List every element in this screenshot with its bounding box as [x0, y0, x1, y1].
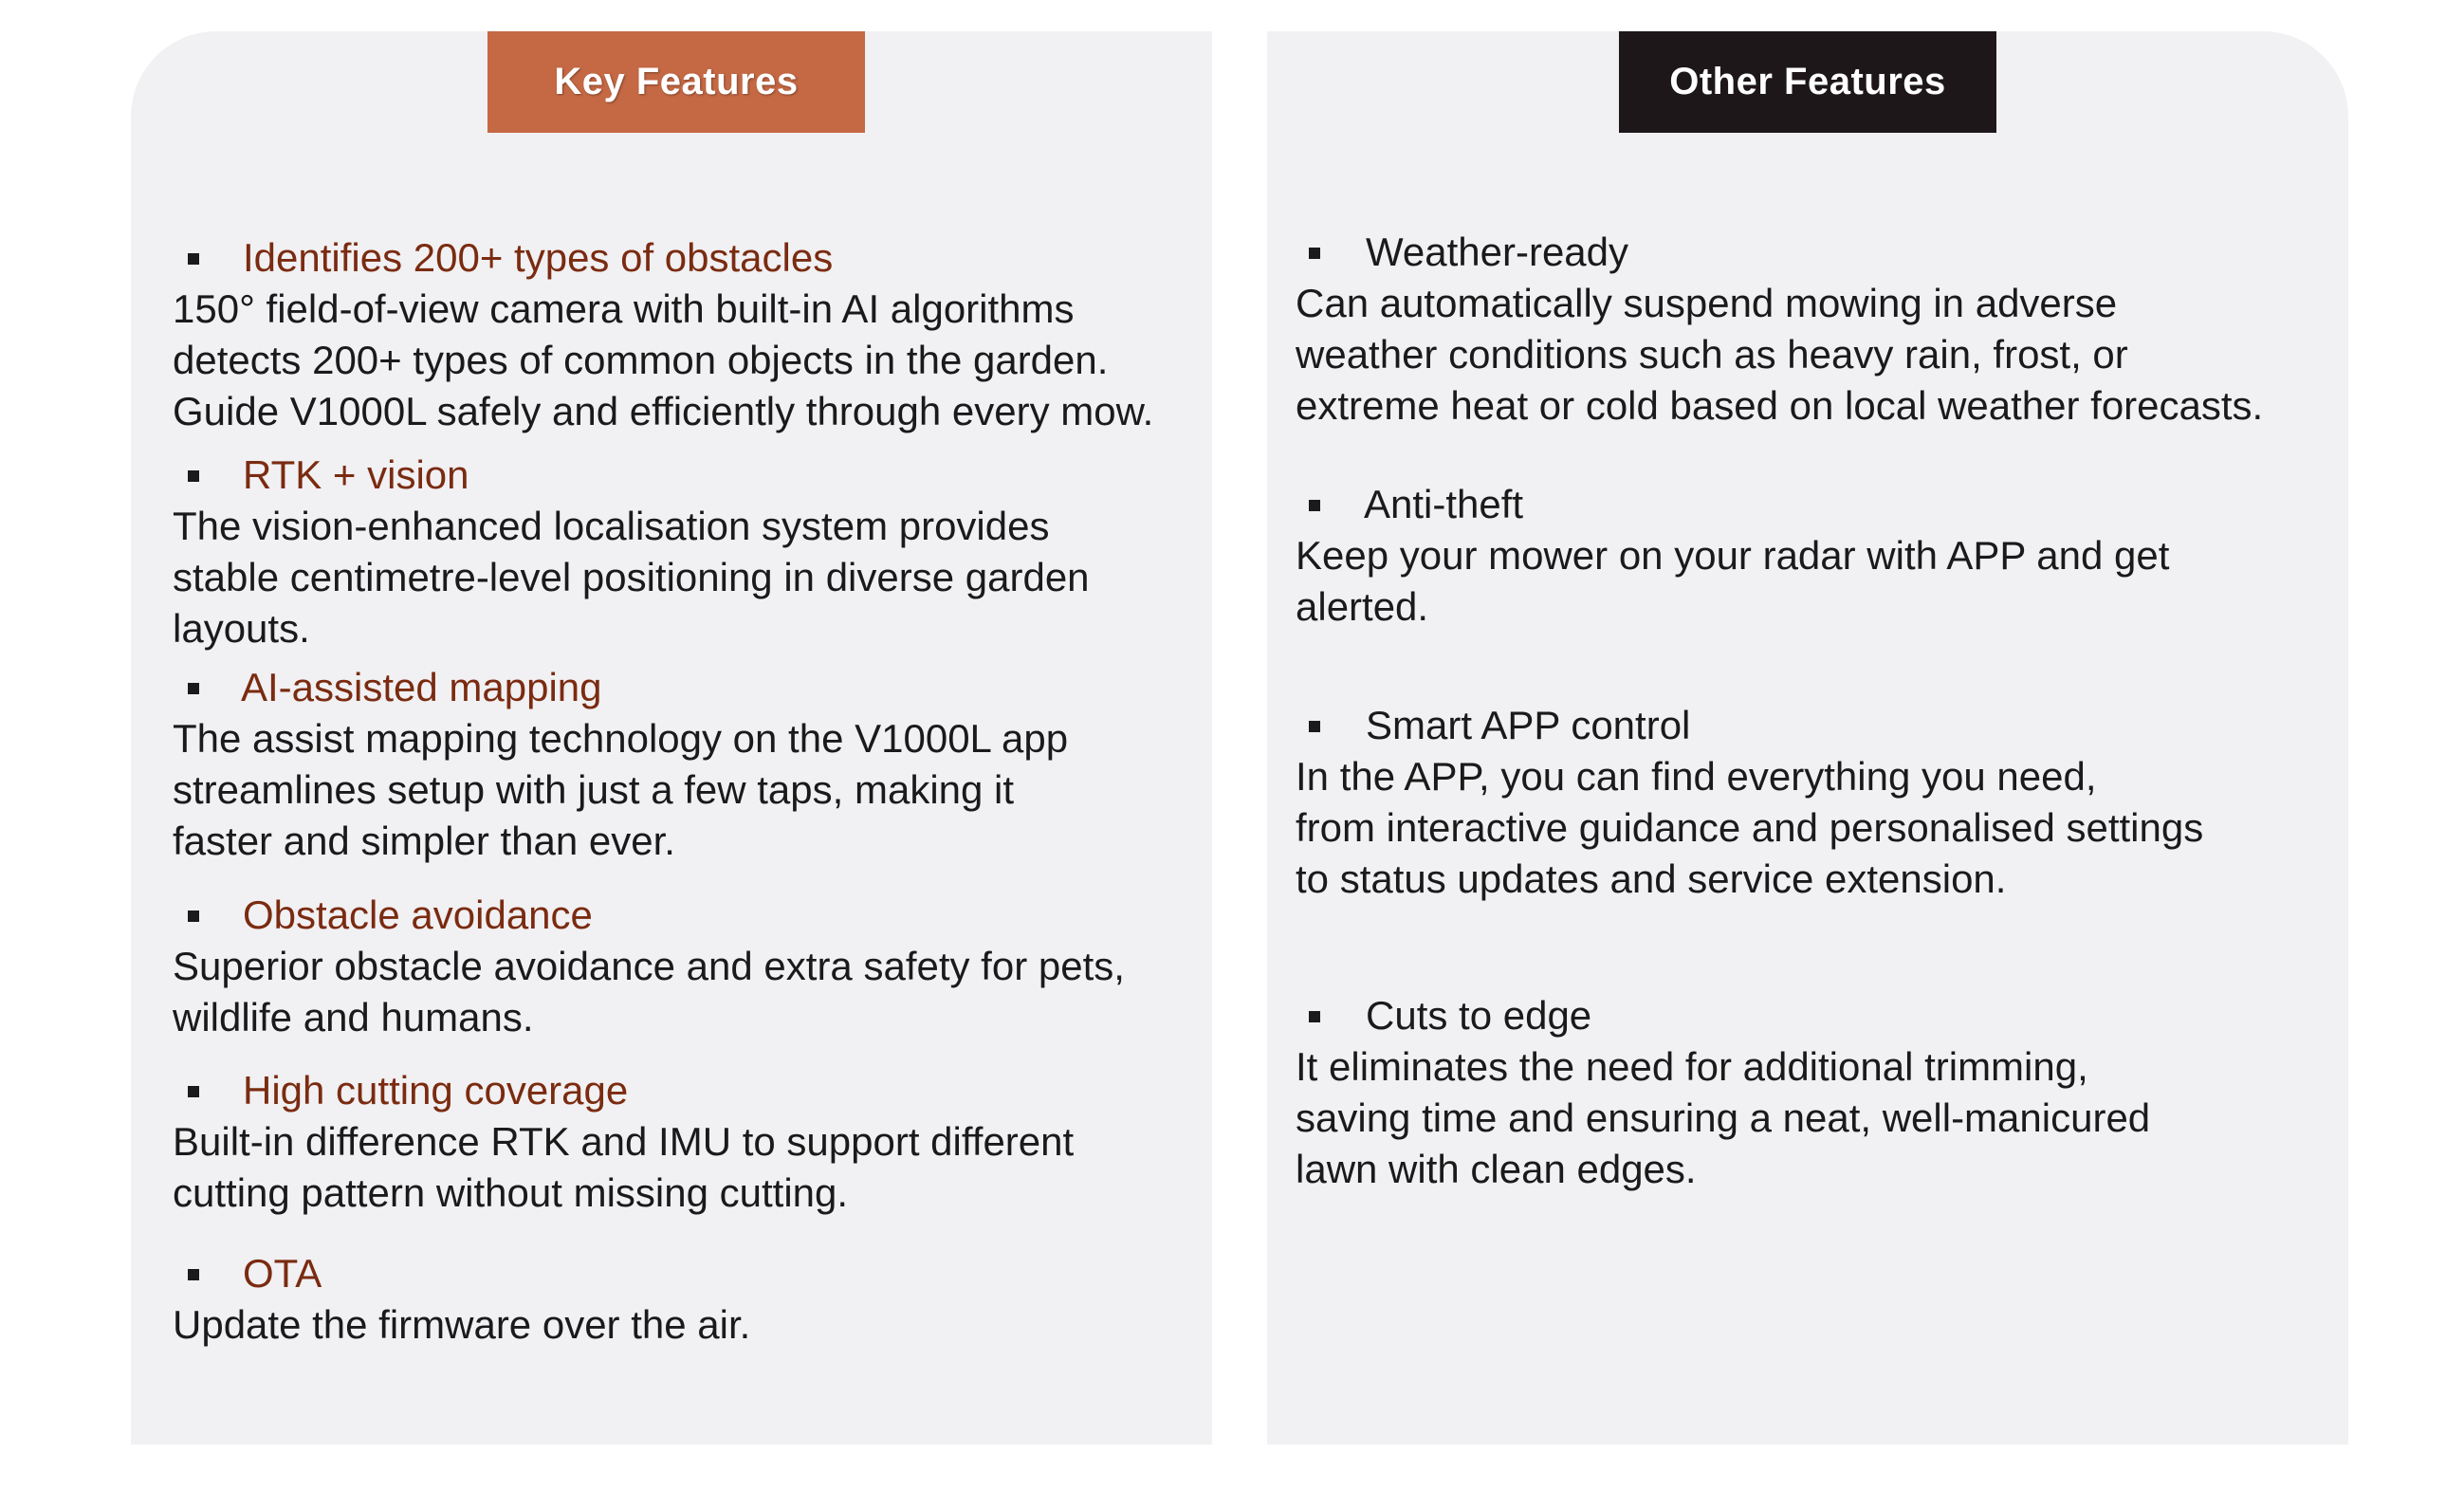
feature-description: The assist mapping technology on the V1000L app streamlines setup with just a few taps, making it faster and simpler than ever. [173, 716, 1069, 863]
bullet-icon [188, 1086, 199, 1097]
feature-heading: Smart APP control [1366, 703, 1691, 747]
feature-heading: Anti-theft [1364, 482, 1524, 526]
key-features-tab: Key Features [487, 31, 865, 133]
feature-description: Superior obstacle avoidance and extra safety for pets, wildlife and humans. [173, 944, 1125, 1039]
feature-description: Update the firmware over the air. [173, 1302, 751, 1347]
bullet-icon [188, 683, 199, 694]
feature-heading: High cutting coverage [243, 1068, 629, 1113]
bullet-icon [188, 1269, 199, 1280]
feature-description: The vision-enhanced localisation system provides stable centimetre-level positioning in diverse garden layouts. [173, 504, 1090, 651]
feature-heading: Cuts to edge [1366, 993, 1592, 1038]
bullet-icon [188, 253, 199, 265]
feature-heading: OTA [243, 1251, 322, 1296]
feature-heading: AI-assisted mapping [241, 665, 602, 709]
bullet-icon [188, 470, 199, 482]
bullet-icon [1309, 500, 1320, 511]
feature-item-cuts-to-edge [1296, 990, 2339, 1195]
feature-description: Built-in difference RTK and IMU to support different cutting pattern without missing cutting. [173, 1119, 1075, 1215]
bullet-icon [1309, 721, 1320, 732]
feature-description: 150° field-of-view camera with built-in AI algorithms detects 200+ types of common objects in the garden. Guide V1000L safely and efficiently through every mow. [173, 286, 1154, 433]
feature-heading: RTK + vision [243, 452, 469, 497]
feature-description: Keep your mower on your radar with APP and get alerted. [1296, 533, 2170, 629]
feature-item-ai-mapping [173, 662, 1216, 867]
other-features-panel [1267, 31, 2348, 1444]
feature-heading: Obstacle avoidance [243, 892, 593, 937]
bullet-icon [1309, 1011, 1320, 1022]
feature-item-weather-ready [1296, 227, 2339, 432]
key-features-panel [131, 31, 1212, 1444]
feature-item-anti-theft [1296, 479, 2339, 633]
bullet-icon [1309, 248, 1320, 259]
feature-heading: Weather-ready [1366, 230, 1629, 274]
feature-description: In the APP, you can find everything you need, from interactive guidance and personalised settings to status updates and service extension. [1296, 754, 2204, 901]
feature-item-cutting-coverage [173, 1065, 1216, 1219]
feature-item-ota [173, 1248, 1216, 1351]
feature-heading: Identifies 200+ types of obstacles [243, 235, 834, 280]
other-features-tab: Other Features [1619, 31, 1996, 133]
feature-item-obstacle-avoidance [173, 890, 1216, 1043]
feature-description: It eliminates the need for additional trimming, saving time and ensuring a neat, well-manicured lawn with clean edges. [1296, 1044, 2151, 1191]
feature-item-rtk-vision [173, 450, 1216, 654]
feature-description: Can automatically suspend mowing in adverse weather conditions such as heavy rain, frost, or extreme heat or cold based on local weather forecasts. [1296, 281, 2264, 428]
feature-item-obstacles [173, 232, 1216, 437]
feature-item-smart-app [1296, 700, 2339, 905]
bullet-icon [188, 911, 199, 922]
